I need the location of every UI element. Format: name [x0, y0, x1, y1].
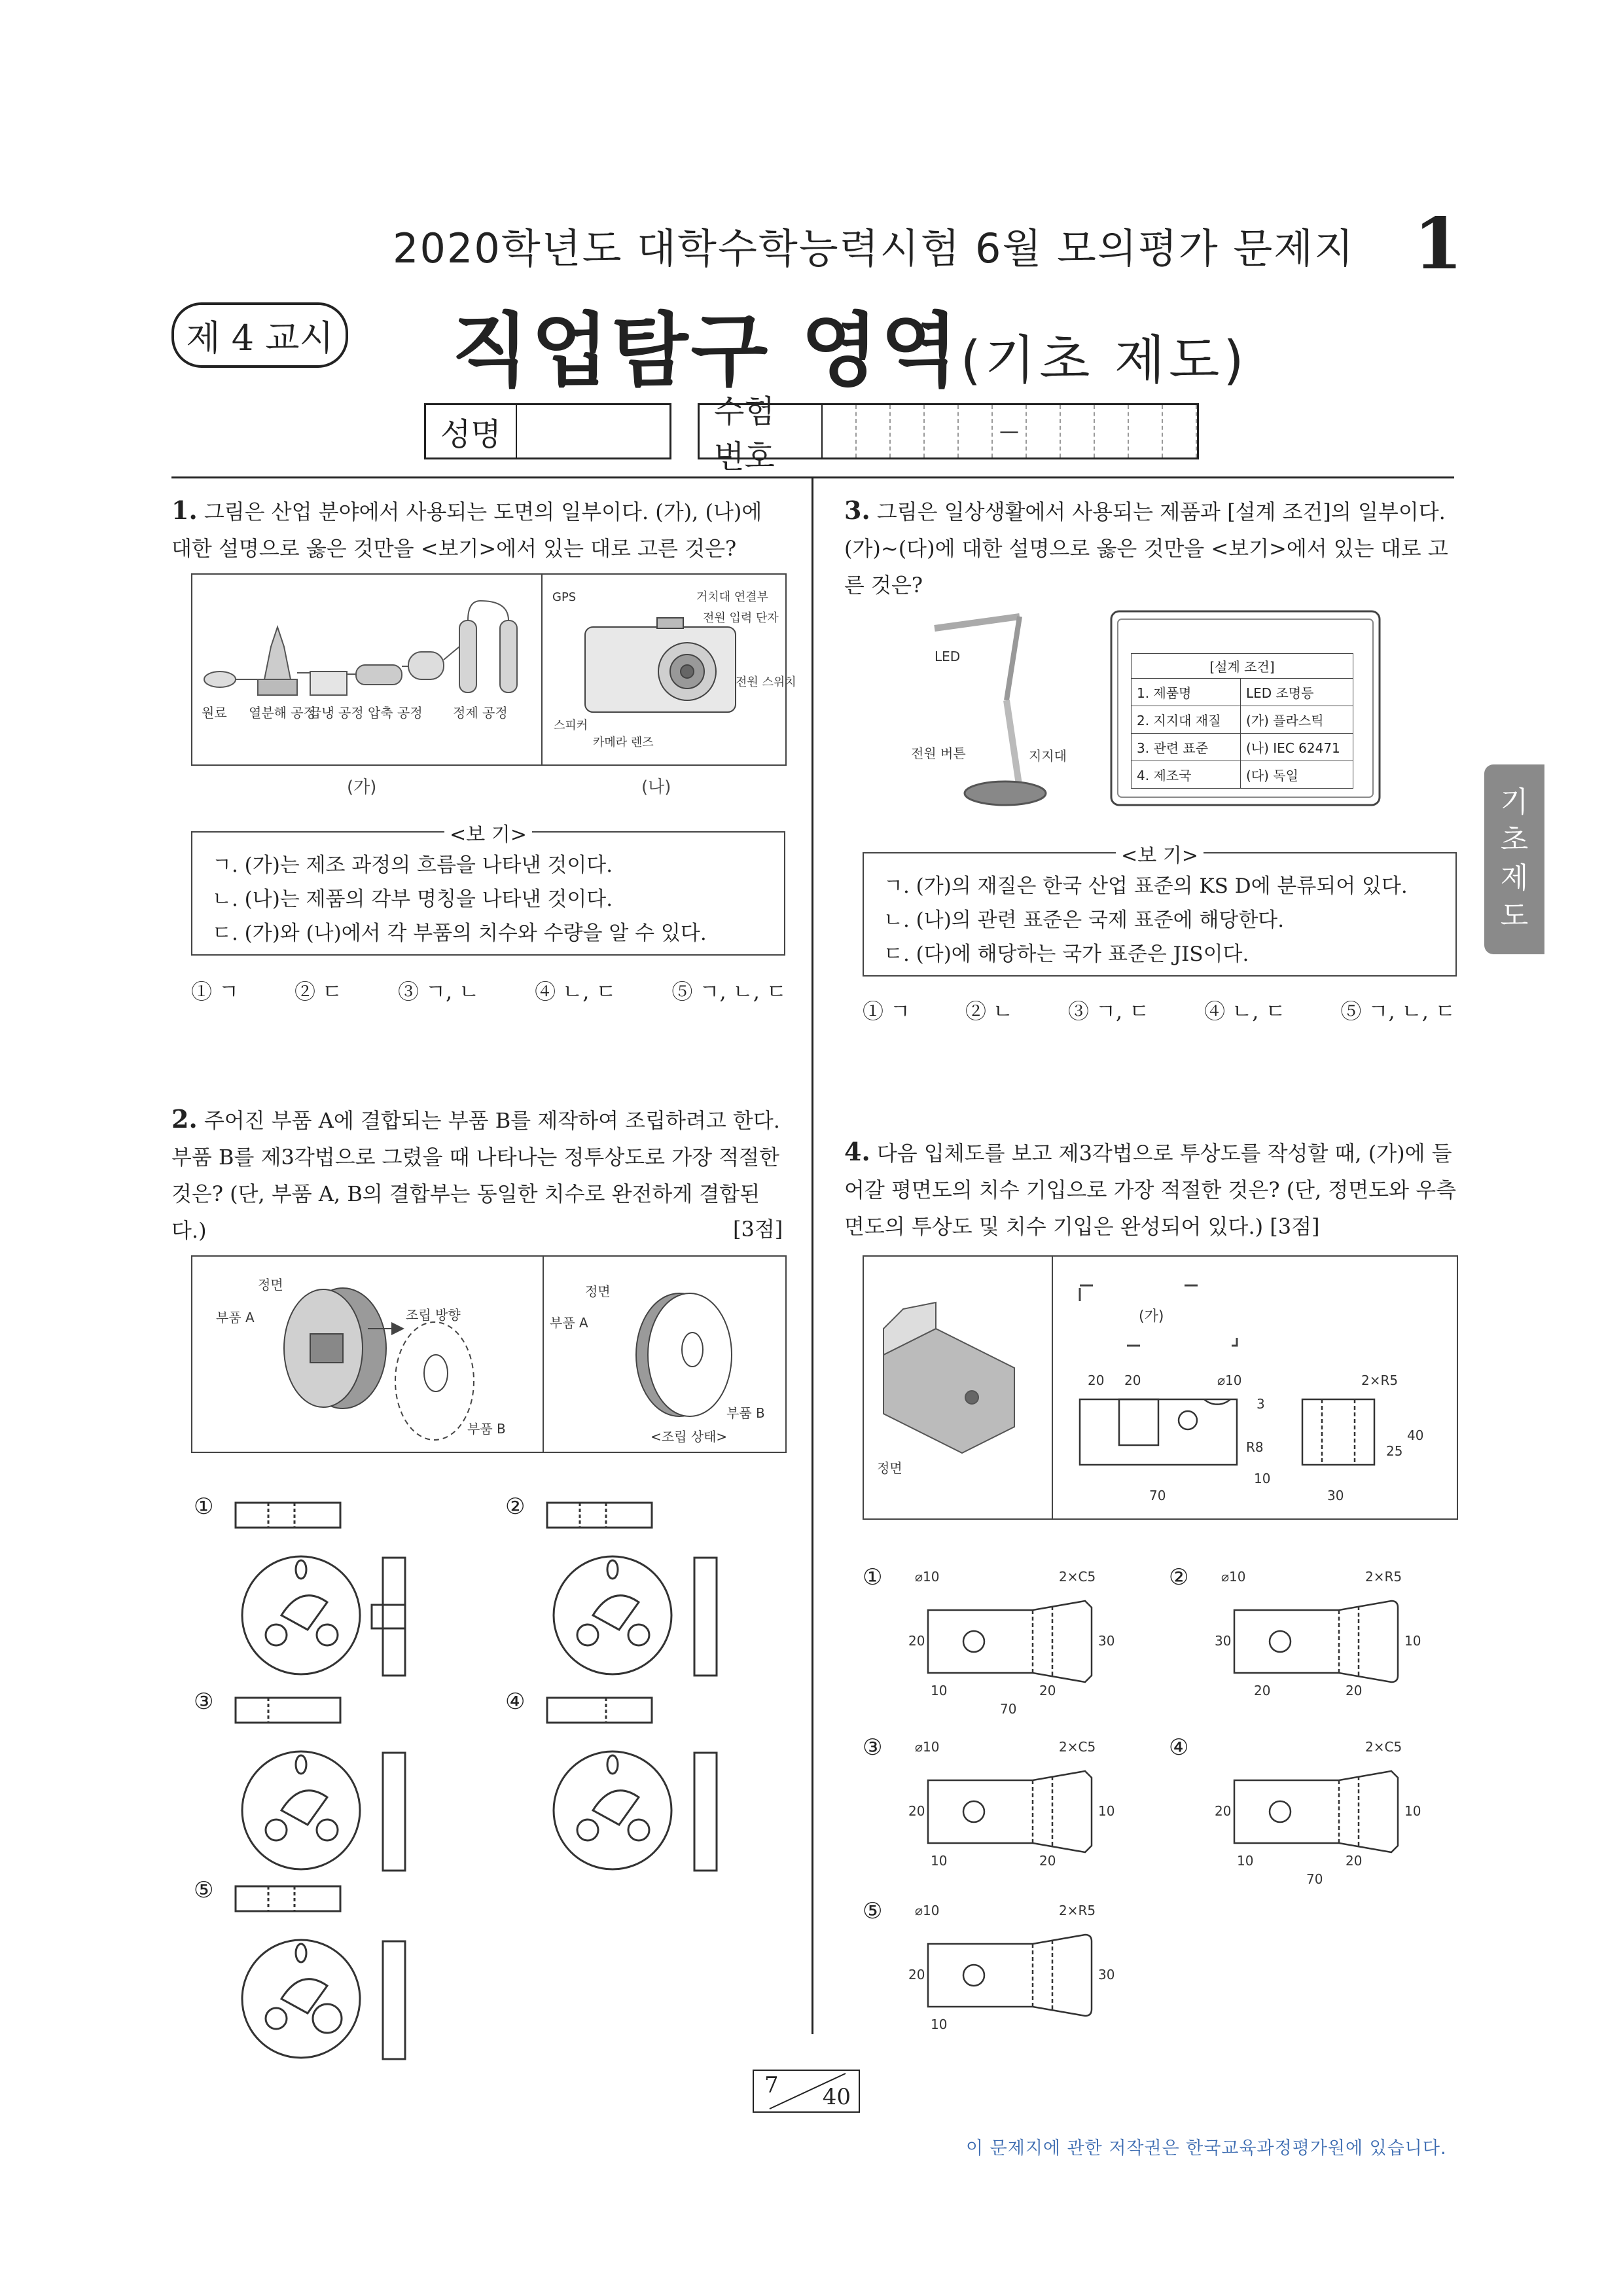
q1-fig-b-label: 스피커 — [554, 719, 588, 732]
exam-number-label: 수험 번호 — [700, 405, 823, 457]
q4-dim-right: 30 — [1098, 1633, 1115, 1649]
q4-fig-label: 40 — [1407, 1427, 1424, 1443]
side-tab-char: 도 — [1500, 899, 1529, 933]
q2-fig-label: 정면 — [585, 1283, 611, 1299]
q4-dim-left: 20 — [908, 1803, 925, 1819]
q4-dim-b1: 10 — [931, 1683, 948, 1698]
total-pages: 40 — [822, 2084, 851, 2110]
question-number: 4. — [844, 1137, 870, 1166]
q4-fig-label: 25 — [1386, 1443, 1403, 1459]
question-number: 3. — [844, 495, 870, 525]
exam-number-box — [698, 393, 1199, 475]
choice[interactable]: ③ ㄱ, ㄷ — [1067, 999, 1150, 1024]
question-1 — [171, 492, 787, 567]
subject-sub: (기초 제도) — [960, 330, 1248, 391]
q4-option-drawing — [1208, 1564, 1470, 1721]
exam-number-dash: — — [993, 405, 1027, 457]
q1-fig-b-label: 카메라 렌즈 — [593, 736, 654, 749]
q4-figure-drawing — [864, 1257, 1457, 1518]
q3-design-table — [1131, 653, 1353, 789]
column-divider — [812, 476, 813, 2034]
question-number: 2. — [171, 1104, 198, 1134]
bogi-item: ㄷ. (다)에 해당하는 국가 표준은 JIS이다. — [883, 942, 1249, 966]
q1-fig-b-label: 거치대 연결부 — [696, 590, 769, 604]
q2-fig-label: <조립 상태> — [651, 1429, 728, 1444]
q4-dim-left: 20 — [1215, 1803, 1232, 1819]
table-cell: (나) IEC 62471 — [1246, 740, 1340, 756]
q4-dim-b2: 20 — [1039, 1853, 1056, 1869]
choice[interactable]: ⑤ ㄱ, ㄴ, ㄷ — [671, 979, 787, 1004]
name-field[interactable] — [517, 405, 669, 457]
q1-fig-a-label: 정제 공정 — [453, 705, 508, 721]
q4-fig-label: 2×R5 — [1361, 1372, 1399, 1388]
q4-dim-phi: ⌀10 — [915, 1739, 940, 1755]
q4-points: [3점] — [1270, 1214, 1320, 1239]
q4-dim-phi: ⌀10 — [915, 1903, 940, 1918]
q1-caption-a: (가) — [347, 778, 377, 797]
q4-dim-corner: 2×C5 — [1365, 1739, 1402, 1755]
exam-title: 2020학년도 대학수학능력시험 6월 모의평가 문제지 — [393, 224, 1355, 272]
q1-caption-b: (나) — [641, 778, 671, 797]
q2-points: [3점] — [733, 1217, 783, 1242]
table-row — [1131, 706, 1353, 734]
q3-fig-label: LED — [935, 649, 961, 664]
q3-choices — [863, 995, 1455, 1025]
q2-option-1-drawing — [229, 1492, 432, 1682]
q1-fig-a-label: 열분해 공정 — [249, 705, 316, 721]
q4-option-drawing — [902, 1734, 1164, 1892]
q4-dim-phi: ⌀10 — [915, 1569, 940, 1585]
choice[interactable]: ① ㄱ — [863, 999, 911, 1024]
question-text: 다음 입체도를 보고 제3각법으로 투상도를 작성할 때, (가)에 들어갈 평면도의 치수 기입으로 가장 적절한 것은? (단, 정면도와 우측면도의 투상도 및 치수 기입은 완성되어 있다.) — [844, 1141, 1457, 1239]
q4-dim-corner: 2×R5 — [1059, 1903, 1096, 1918]
current-page: 7 — [764, 2072, 779, 2098]
question-text: 그림은 일상생활에서 사용되는 제품과 [설계 조건]의 일부이다. (가)~(다)에 대한 설명으로 옳은 것만을 <보기>에서 있는 대로 고른 것은? — [844, 499, 1448, 598]
q1-fig-a-label: 압축 공정 — [368, 705, 423, 721]
table-row — [1131, 679, 1353, 706]
q4-option-number: ② — [1169, 1564, 1189, 1590]
q1-fig-b-label: 전원 스위치 — [736, 675, 796, 689]
q4-dim-b1: 10 — [931, 1853, 948, 1869]
q2-figure — [191, 1255, 787, 1453]
q4-dim-left: 20 — [908, 1967, 925, 1982]
q4-dim-b2: 20 — [1346, 1683, 1363, 1698]
q4-option-number: ⑤ — [863, 1898, 883, 1924]
q4-dim-total: 70 — [1306, 1871, 1323, 1887]
q1-fig-b-label: GPS — [552, 590, 577, 604]
q2-option-2-drawing — [541, 1492, 743, 1682]
q4-dim-corner: 2×R5 — [1365, 1569, 1402, 1585]
table-cell: (가) 플라스틱 — [1246, 713, 1324, 728]
bogi-item: ㄱ. (가)의 재질은 한국 산업 표준의 KS D에 분류되어 있다. — [883, 874, 1408, 898]
table-cell: 2. 지지대 재질 — [1132, 706, 1241, 733]
q2-fig-label: 조립 방향 — [406, 1307, 461, 1323]
q4-dim-b2: 20 — [1346, 1853, 1363, 1869]
q1-bogi — [191, 823, 785, 956]
question-text: 그림은 산업 분야에서 사용되는 도면의 일부이다. (가), (나)에 대한 설명으로 옳은 것만을 <보기>에서 있는 대로 고른 것은? — [171, 499, 762, 561]
question-3 — [844, 492, 1459, 603]
choice[interactable]: ① ㄱ — [191, 979, 240, 1004]
q4-dim-left: 30 — [1215, 1633, 1232, 1649]
q4-fig-label: 70 — [1149, 1488, 1166, 1503]
q2-option-number[interactable]: ① — [194, 1494, 214, 1520]
q4-dim-right: 30 — [1098, 1967, 1115, 1982]
choice[interactable]: ④ ㄴ, ㄷ — [1204, 999, 1286, 1024]
q1-fig-a-label: 원료 — [202, 705, 227, 721]
copyright-notice: 이 문제지에 관한 저작권은 한국교육과정평가원에 있습니다. — [966, 2138, 1447, 2159]
table-cell: 1. 제품명 — [1132, 679, 1241, 706]
q3-fig-label: 지지대 — [1029, 748, 1067, 764]
side-tab-char: 기 — [1500, 785, 1529, 819]
choice[interactable]: ② ㄷ — [294, 979, 343, 1004]
q2-fig-label: 부품 A — [216, 1310, 255, 1325]
question-2 — [171, 1101, 787, 1249]
subject-title — [452, 287, 1248, 401]
q4-fig-label: 30 — [1327, 1488, 1344, 1503]
q2-fig-label: 부품 B — [726, 1405, 765, 1421]
q4-dim-right: 10 — [1098, 1803, 1115, 1819]
q4-fig-label: 3 — [1257, 1396, 1265, 1412]
q1-fig-b-label: 전원 입력 단자 — [703, 611, 779, 625]
table-row — [1131, 761, 1353, 789]
q4-dim-b1: 20 — [1254, 1683, 1271, 1698]
table-cell: (다) 독일 — [1246, 768, 1298, 783]
q4-fig-label: 20 — [1124, 1372, 1141, 1388]
choice[interactable]: ④ ㄴ, ㄷ — [535, 979, 616, 1004]
question-4 — [844, 1134, 1459, 1245]
q4-dim-corner: 2×C5 — [1059, 1569, 1096, 1585]
table-cell: LED 조명등 — [1246, 685, 1314, 701]
table-cell: 3. 관련 표준 — [1132, 734, 1241, 761]
q4-fig-label: (가) — [1139, 1308, 1164, 1325]
q2-option-number[interactable]: ⑤ — [194, 1877, 214, 1903]
q2-option-number[interactable]: ② — [505, 1494, 526, 1520]
q4-fig-label: R8 — [1246, 1439, 1264, 1455]
q2-option-5-drawing — [229, 1876, 432, 2066]
q1-figure-drawing — [192, 575, 796, 764]
bogi-item: ㄴ. (나)는 제품의 각부 명칭을 나타낸 것이다. — [212, 888, 613, 911]
subject-main: 직업탐구 영역 — [452, 304, 961, 397]
q4-fig-label: 정면 — [877, 1460, 902, 1476]
bogi-title: <보 기> — [1116, 844, 1204, 867]
q2-fig-label: 부품 B — [467, 1421, 506, 1437]
question-text: 주어진 부품 A에 결합되는 부품 B를 제작하여 조립하려고 한다. 부품 B를 제3각법으로 그렸을 때 나타나는 정투상도로 가장 적절한 것은? (단, 부품 A, B의 결합부는 동일한 치수로 완전하게 결합된다.) — [171, 1108, 780, 1243]
side-tab-char: 초 — [1500, 823, 1529, 857]
q4-option-number: ③ — [863, 1734, 883, 1761]
table-title: [설계 조건] — [1131, 653, 1353, 679]
exam-number-cells[interactable] — [823, 405, 1197, 457]
question-number: 1. — [171, 495, 198, 525]
q3-bogi — [863, 844, 1457, 977]
choice[interactable]: ⑤ ㄱ, ㄴ, ㄷ — [1340, 999, 1455, 1024]
q1-choices — [191, 975, 787, 1005]
q2-fig-label: 정면 — [258, 1277, 283, 1293]
q4-option-drawing — [1208, 1734, 1470, 1892]
q4-dim-left: 20 — [908, 1633, 925, 1649]
side-tab-char: 제 — [1500, 861, 1529, 895]
q2-option-number[interactable]: ③ — [194, 1689, 214, 1715]
q4-dim-b1: 10 — [1237, 1853, 1254, 1869]
q3-fig-label: 전원 버튼 — [911, 745, 966, 761]
bogi-item: ㄱ. (가)는 제조 과정의 흐름을 나타낸 것이다. — [212, 853, 613, 877]
q4-dim-right: 10 — [1404, 1803, 1421, 1819]
q4-figure — [863, 1255, 1458, 1520]
q4-dim-right: 10 — [1404, 1633, 1421, 1649]
choice[interactable]: ③ ㄱ, ㄴ — [397, 979, 480, 1004]
q2-fig-label: 부품 A — [550, 1315, 588, 1331]
q4-fig-label: 20 — [1088, 1372, 1105, 1388]
q1-fig-a-label: 급냉 공정 — [309, 705, 364, 721]
q4-option-drawing — [902, 1898, 1164, 2055]
bogi-title: <보 기> — [444, 823, 532, 846]
table-row — [1131, 734, 1353, 761]
name-box — [424, 403, 671, 459]
bogi-item: ㄷ. (가)와 (나)에서 각 부품의 치수와 수량을 알 수 있다. — [212, 922, 707, 945]
page-counter — [753, 2070, 860, 2113]
q4-dim-total: 70 — [1000, 1701, 1017, 1717]
q4-dim-phi: ⌀10 — [1221, 1569, 1246, 1585]
q2-figure-drawing — [192, 1257, 785, 1452]
q1-figure — [191, 573, 796, 766]
q4-dim-corner: 2×C5 — [1059, 1739, 1096, 1755]
q4-option-number: ① — [863, 1564, 883, 1590]
q2-option-4-drawing — [541, 1687, 743, 1877]
q4-option-drawing — [902, 1564, 1164, 1721]
q4-option-number: ④ — [1169, 1734, 1189, 1761]
session-label: 제 4 교시 — [186, 317, 334, 359]
subject-side-tab — [1484, 764, 1544, 954]
q4-fig-label: ⌀10 — [1217, 1372, 1242, 1388]
page-number: 1 — [1414, 203, 1463, 285]
q4-dim-b1: 10 — [931, 2017, 948, 2032]
session-badge — [171, 302, 348, 368]
choice[interactable]: ② ㄴ — [965, 999, 1014, 1024]
q2-option-3-drawing — [229, 1687, 432, 1877]
q4-dim-b2: 20 — [1039, 1683, 1056, 1698]
q2-option-number[interactable]: ④ — [505, 1689, 526, 1715]
table-cell: 4. 제조국 — [1132, 761, 1241, 788]
bogi-item: ㄴ. (나)의 관련 표준은 국제 표준에 해당한다. — [883, 908, 1285, 932]
q4-fig-label: 10 — [1254, 1471, 1271, 1486]
name-label: 성명 — [426, 405, 517, 457]
